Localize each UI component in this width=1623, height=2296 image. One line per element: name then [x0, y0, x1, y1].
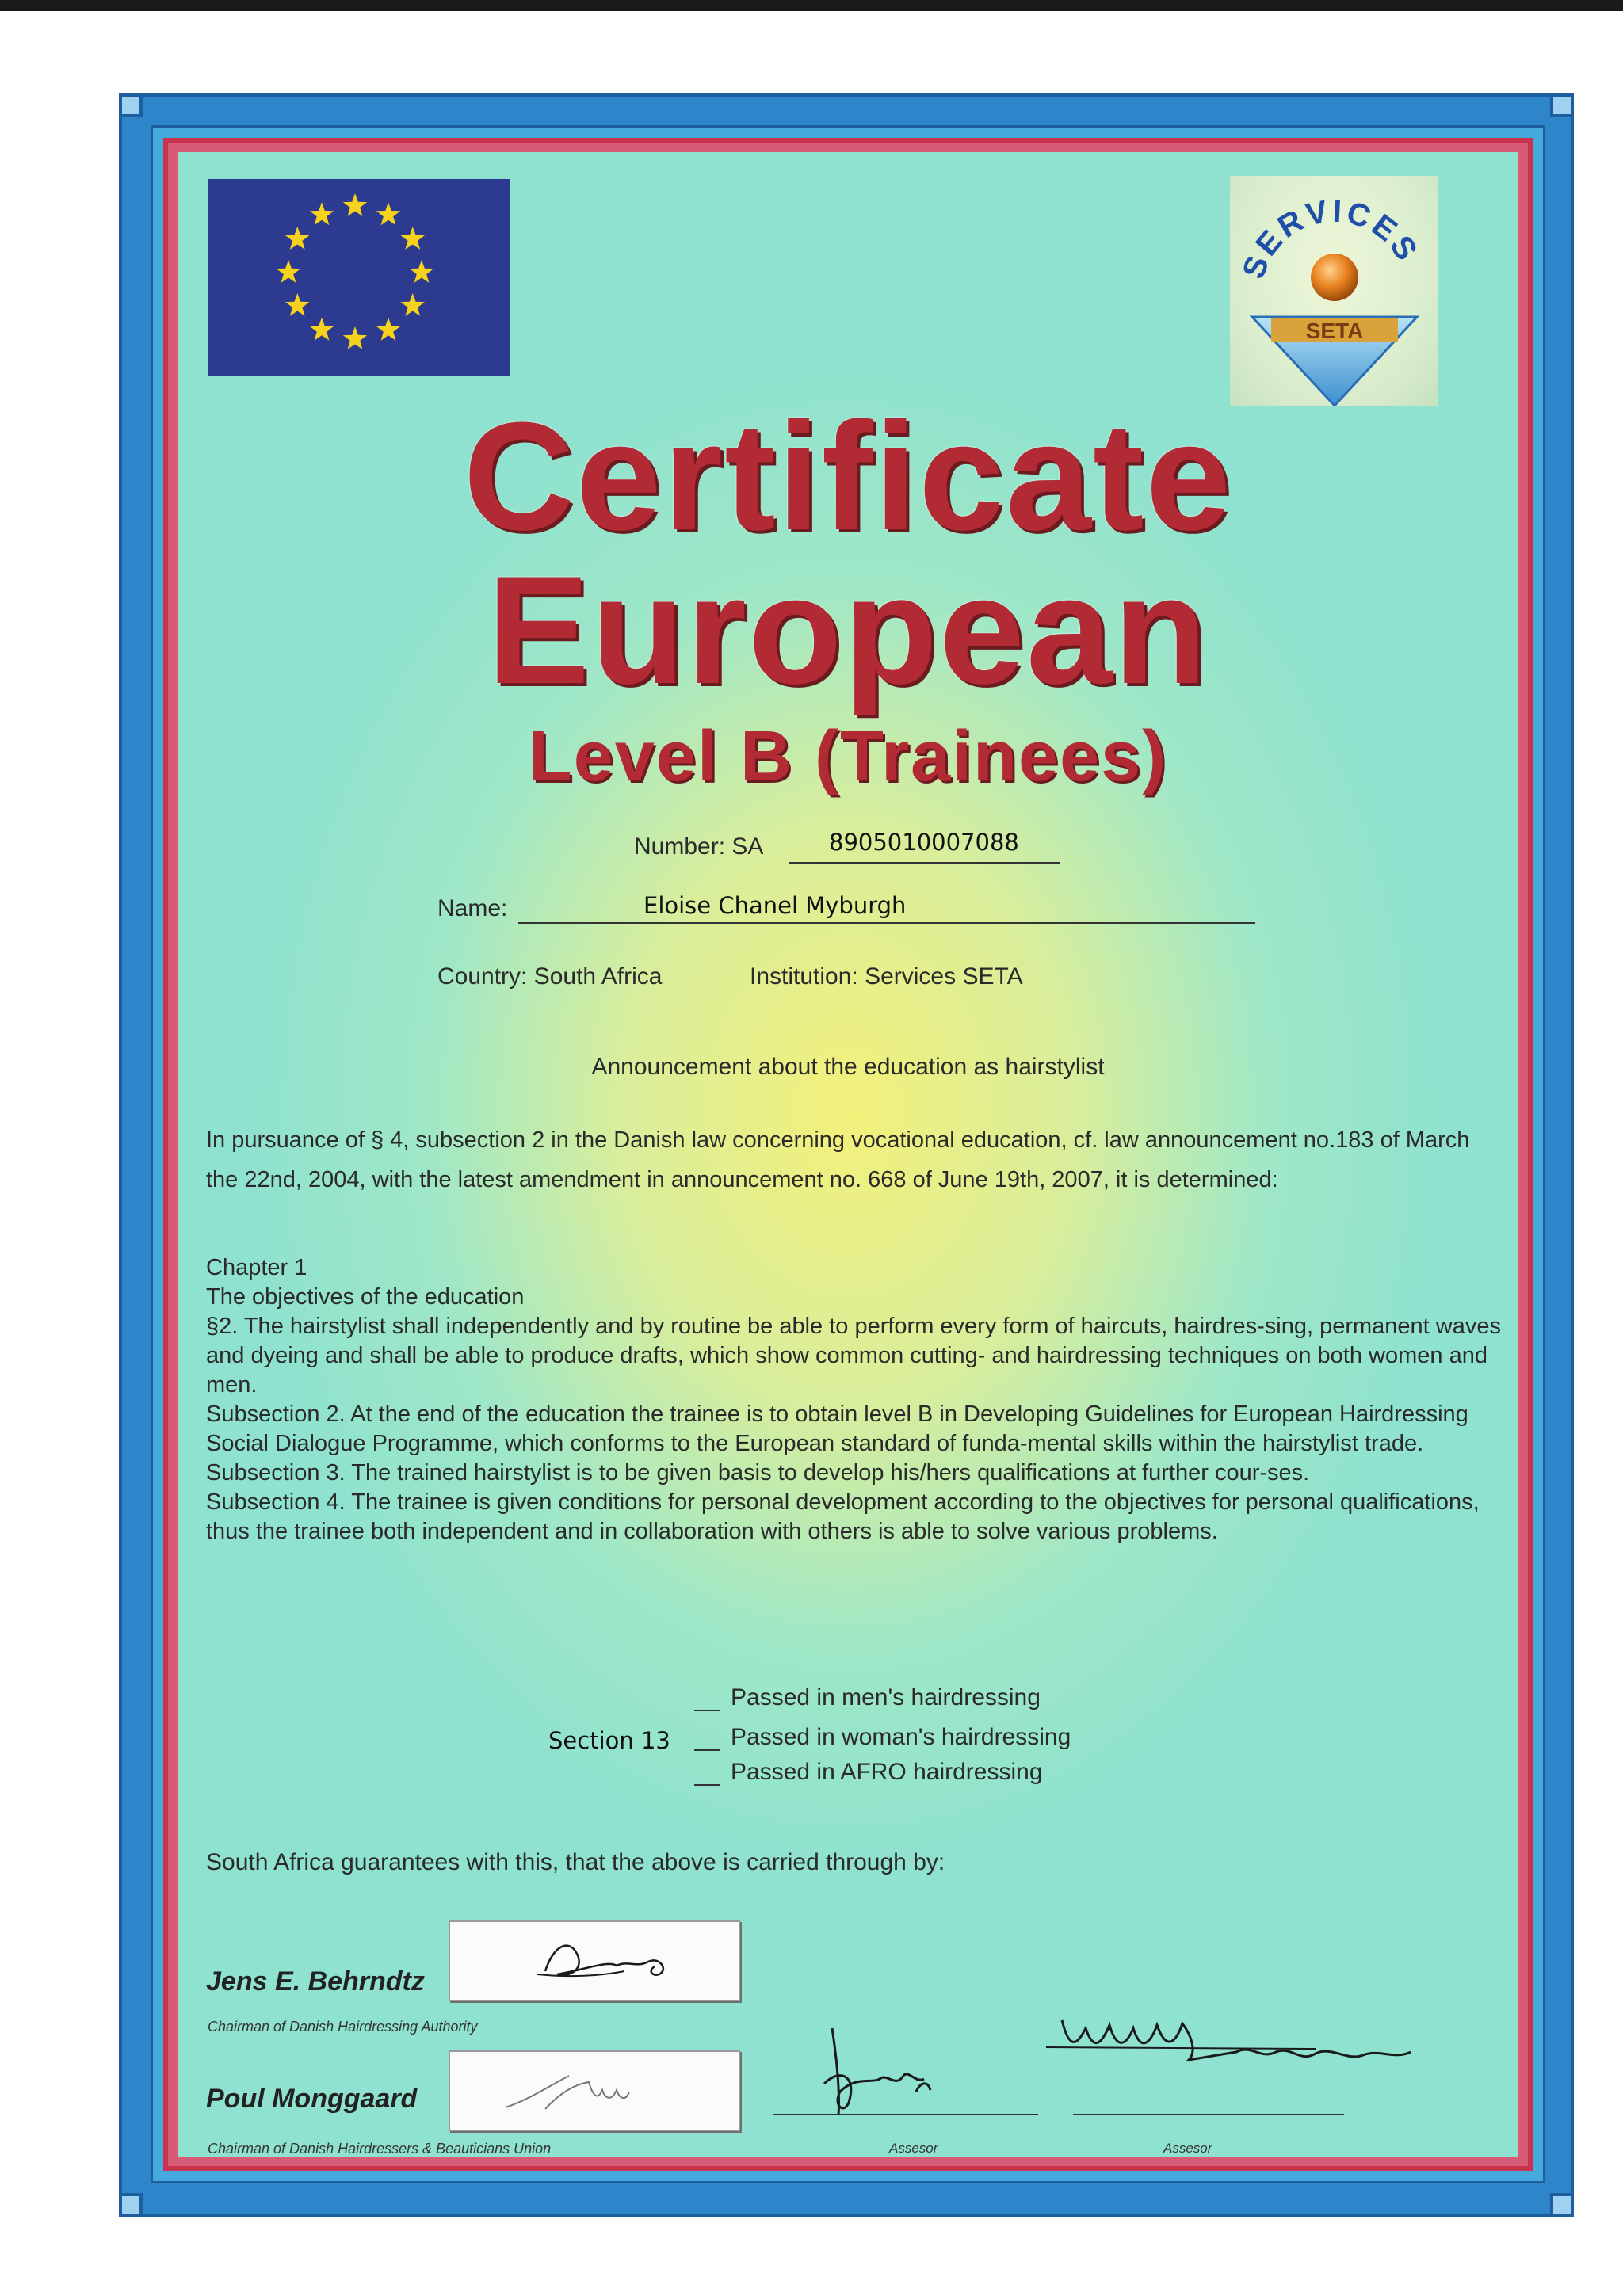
chapter-paragraph: Subsection 2. At the end of the education the trainee is to obtain level B in Developing Guidelines for European Hairdressing Social Dialogue Programme, which conforms to the European standard of funda-mental skills within the hairstylist trade. — [206, 1402, 1468, 1456]
assessor-label: Assesor — [889, 2141, 938, 2156]
corner-ornament-top-right — [1550, 93, 1574, 117]
corner-ornament-top-left — [119, 93, 143, 117]
signature-scribble — [450, 2052, 739, 2130]
eu-star-icon — [343, 326, 367, 349]
assessor-label: Assesor — [1163, 2141, 1212, 2156]
guarantee-text: South Africa guarantees with this, that the above is carried through by: — [206, 1849, 945, 1875]
section13-label: Section 13 — [548, 1727, 670, 1754]
section13-item-afro: Passed in AFRO hairdressing — [731, 1759, 1043, 1785]
number-underline — [789, 862, 1060, 864]
announcement-heading: Announcement about the education as hairstylist — [591, 1054, 1105, 1080]
signatory-name: Poul Monggaard — [206, 2084, 418, 2114]
section13-item-men: Passed in men's hairdressing — [731, 1684, 1041, 1711]
eu-star-icon — [410, 260, 433, 283]
checkbox-line-woman — [694, 1749, 720, 1751]
assessor-signatures — [761, 1997, 1458, 2139]
country-text: Country: South Africa — [437, 963, 663, 990]
eu-star-icon — [310, 318, 334, 341]
checkbox-line-afro — [694, 1784, 720, 1786]
name-value: Eloise Chanel Myburgh — [643, 892, 907, 919]
eu-star-icon — [285, 227, 310, 250]
certificate-level: Level B (Trainees) — [528, 717, 1168, 796]
eu-star-icon — [376, 318, 400, 341]
name-label: Name: — [437, 895, 508, 921]
signature-box — [449, 1920, 740, 2001]
signatory-role: Chairman of Danish Hairdressing Authority — [208, 2019, 478, 2035]
eu-star-icon — [401, 293, 426, 316]
eu-star-icon — [285, 293, 310, 316]
intro-paragraph: In pursuance of § 4, subsection 2 in the Danish law concerning vocational education, cf. law announcement no.183 of March the 22nd, 2004, with the latest amendment in announcement no. 668 of June 19th, 2007, it is determined: — [206, 1127, 1470, 1192]
signatory-role: Chairman of Danish Hairdressers & Beauticians Union — [208, 2141, 552, 2157]
chapter-paragraph: §2. The hairstylist shall independently and by routine be able to perform every form of haircuts, hairdres-sing, permanent waves and dyeing and shall be able to produce drafts, which show common cutting- and hairdressing techniques on both women and men. — [206, 1314, 1501, 1398]
checkbox-line-men — [694, 1710, 720, 1711]
signature-scribble — [450, 1922, 739, 2000]
chapter-section — [206, 1253, 1506, 1547]
number-label: Number: SA — [634, 833, 764, 860]
seta-badge-text: SETA — [1305, 318, 1364, 343]
eu-star-icon — [277, 260, 300, 283]
eu-star-icon — [310, 202, 334, 225]
eu-star-icon — [343, 193, 367, 216]
assessor-line-1 — [773, 2114, 1038, 2115]
chapter-paragraph: Subsection 4. The trainee is given conditions for personal development according to the objectives for personal qualifications, thus the trainee both independent and in collaboration with others is able to solve various problems. — [206, 1489, 1480, 1544]
assessor-line-2 — [1073, 2114, 1344, 2115]
eu-star-icon — [401, 227, 426, 250]
signature-box — [449, 2050, 740, 2131]
eu-flag-stars — [208, 179, 510, 376]
corner-ornament-bottom-right — [1550, 2193, 1574, 2217]
section13-item-woman: Passed in woman's hairdressing — [731, 1724, 1071, 1750]
chapter-paragraph: Subsection 3. The trained hairstylist is to be given basis to develop his/hers qualifications at further cour-ses. — [206, 1460, 1310, 1486]
corner-ornament-bottom-left — [119, 2193, 143, 2217]
name-underline — [518, 922, 1255, 924]
institution-text: Institution: Services SETA — [750, 963, 1023, 990]
certificate-subtitle: European — [487, 544, 1209, 716]
seta-arc-text: SERVICES — [1235, 193, 1426, 284]
scan-top-edge — [0, 0, 1623, 11]
seta-logo-graphic — [1230, 176, 1438, 406]
chapter-heading: Chapter 1 — [206, 1255, 307, 1280]
number-value: 8905010007088 — [829, 829, 1019, 856]
certificate-title: Certificate — [463, 391, 1233, 563]
signatory-name: Jens E. Behrndtz — [206, 1966, 425, 1997]
chapter-subheading: The objectives of the education — [206, 1284, 525, 1310]
eu-star-icon — [376, 202, 400, 225]
services-seta-logo — [1230, 176, 1438, 406]
eu-flag-icon — [208, 179, 510, 376]
